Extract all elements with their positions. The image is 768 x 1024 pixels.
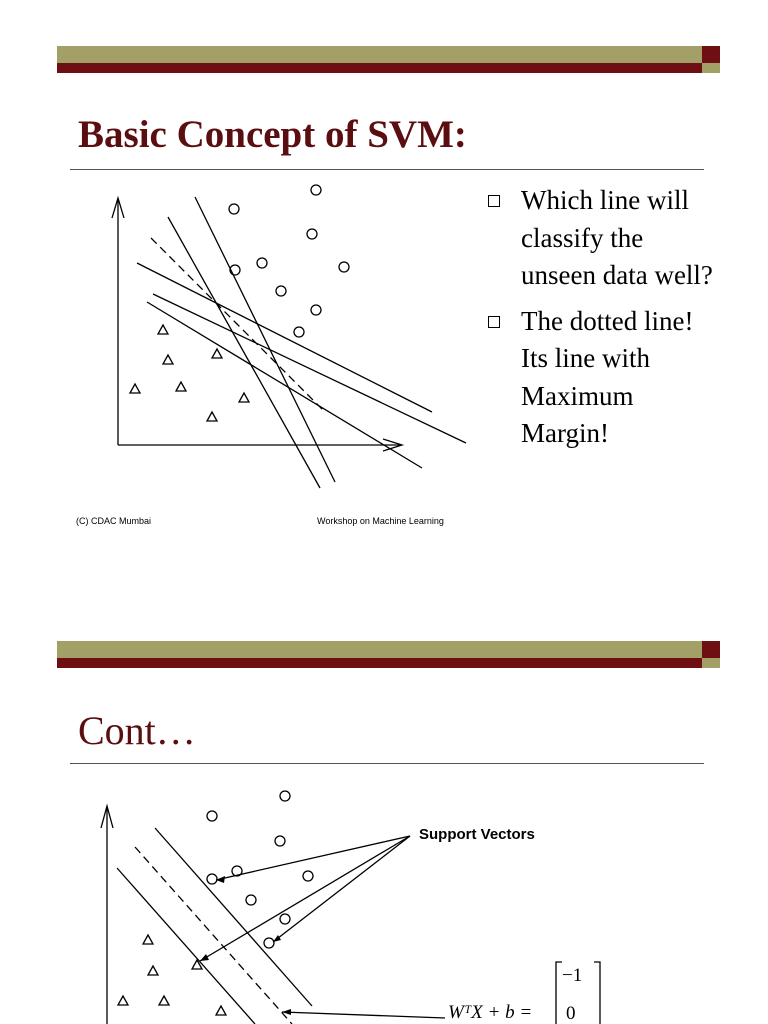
circle-point: [246, 895, 256, 905]
equation-arrow: [282, 1012, 445, 1018]
triangle-point: [143, 935, 153, 944]
bullet-item: Which line will classify the unseen data well?: [488, 182, 718, 295]
equation-lhs: WᵀX + b =: [448, 1002, 533, 1023]
circle-point: [280, 914, 290, 924]
circle-point: [207, 811, 217, 821]
circle-point: [303, 871, 313, 881]
support-vector-circle: [207, 874, 217, 884]
triangle-point: [159, 996, 169, 1005]
footer-right: Workshop on Machine Learning: [317, 516, 444, 526]
support-vector-circle: [264, 938, 274, 948]
hyperplane-dashed: [135, 847, 292, 1024]
circle-point: [275, 836, 285, 846]
slide1-title: Basic Concept of SVM:: [78, 113, 467, 156]
margin-line-upper: [155, 828, 312, 1006]
bullet-item: The dotted line! Its line with Maximum Margin!: [488, 303, 718, 453]
triangle-point: [216, 1006, 226, 1015]
annotation-arrow: [200, 836, 410, 961]
support-vectors-label: Support Vectors: [419, 826, 535, 843]
circle-point: [280, 791, 290, 801]
matrix-bracket-right: [594, 962, 600, 1024]
margin-line-lower: [117, 868, 255, 1024]
triangle-point: [148, 966, 158, 975]
triangle-point: [118, 996, 128, 1005]
matrix-value-middle: 0: [566, 1003, 576, 1024]
matrix-value-top: −1: [562, 965, 583, 986]
slide2-title: Cont…: [78, 708, 196, 753]
footer-left: (C) CDAC Mumbai: [76, 516, 152, 526]
